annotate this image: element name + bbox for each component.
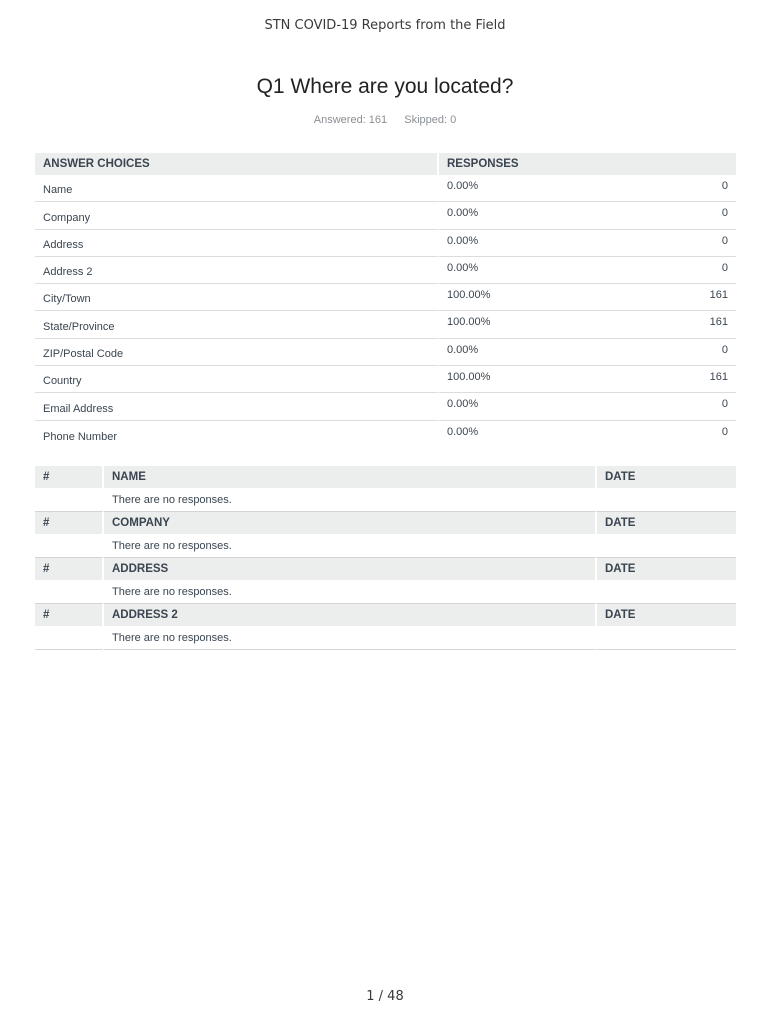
choice-percent: 0.00% [439,339,627,366]
table-row [35,202,736,229]
date-cell [597,626,736,650]
choice-count: 0 [627,393,736,420]
table-header-row [35,153,736,175]
answered-count: Answered: 161 [313,114,388,126]
choice-count: 161 [627,284,736,311]
responses-table-company [35,512,736,558]
table-row [35,257,736,284]
choice-percent: 0.00% [439,257,627,284]
table-header-row [35,558,736,580]
table-row [35,393,736,420]
table-header-row [35,466,736,488]
number-header: # [35,604,104,626]
choice-count: 0 [721,425,728,438]
choice-count: 161 [627,366,736,393]
number-cell [35,626,104,650]
number-header: # [35,512,104,534]
number-header: # [35,466,104,488]
choice-label: Company [35,202,439,229]
date-cell [597,580,736,604]
choice-label: City/Town [35,284,439,311]
field-header: COMPANY [104,512,597,534]
choice-label: Address 2 [35,257,439,284]
choice-percent: 0.00% [439,230,627,257]
choice-percent: 100.00% [439,366,627,393]
page-number: 1 / 48 [366,989,404,1004]
date-header: DATE [597,466,736,488]
table-row [35,230,736,257]
date-header: DATE [597,512,736,534]
number-cell [35,580,104,604]
choice-percent: 0.00% [439,202,627,229]
table-row [35,580,736,604]
table-row [35,311,736,338]
table-row [35,488,736,512]
field-header: NAME [104,466,597,488]
choice-count: 161 [627,311,736,338]
question-title: Q1 Where are you located? [256,75,514,98]
table-row [35,175,736,202]
choice-label: Email Address [35,393,439,420]
date-cell [597,534,736,558]
number-cell [35,488,104,512]
empty-responses-text: There are no responses. [104,488,597,512]
responses-table-address-2 [35,604,736,650]
choice-count: 0 [627,175,736,202]
table-row [35,339,736,366]
choice-count: 0 [627,202,736,229]
table-row [35,284,736,311]
choice-label: Address [35,230,439,257]
responses-table-address [35,558,736,604]
choice-percent: 0.00% [447,425,479,438]
choice-percent: 0.00% [439,175,627,202]
table-row [35,421,736,448]
document-header: STN COVID-19 Reports from the Field [264,18,506,33]
choice-label: Country [35,366,439,393]
answer-choices-header: ANSWER CHOICES [35,153,439,175]
field-header: ADDRESS [104,558,597,580]
table-row [35,366,736,393]
choice-percent: 100.00% [439,311,627,338]
choice-label: ZIP/Postal Code [35,339,439,366]
table-row [35,534,736,558]
field-header: ADDRESS 2 [104,604,597,626]
answer-choices-table [35,153,736,448]
choice-label: Phone Number [35,421,439,448]
table-row [35,626,736,650]
responses-table-name [35,466,736,512]
responses-header: RESPONSES [439,153,736,175]
empty-responses-text: There are no responses. [104,580,597,604]
number-cell [35,534,104,558]
date-cell [597,488,736,512]
choice-count: 0 [627,339,736,366]
date-header: DATE [597,558,736,580]
number-header: # [35,558,104,580]
choice-label: State/Province [35,311,439,338]
response-stats [0,114,770,126]
choice-label: Name [35,175,439,202]
date-header: DATE [597,604,736,626]
choice-count: 0 [627,230,736,257]
empty-responses-text: There are no responses. [104,534,597,558]
choice-percent: 0.00% [439,393,627,420]
skipped-count: Skipped: 0 [404,114,457,126]
table-header-row [35,604,736,626]
empty-responses-text: There are no responses. [104,626,597,650]
choice-percent: 100.00% [439,284,627,311]
choice-count: 0 [627,257,736,284]
table-header-row [35,512,736,534]
